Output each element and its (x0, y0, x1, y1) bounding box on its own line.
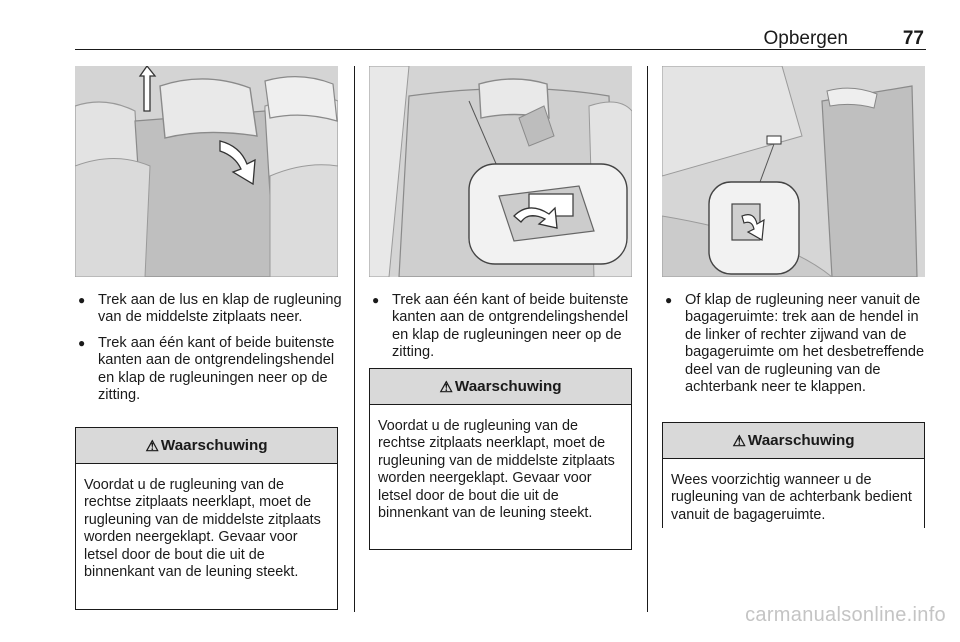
instruction-list-1 (75, 292, 345, 412)
section-title: Opbergen (763, 28, 848, 49)
watermark: carmanualsonline.info (745, 604, 946, 626)
figure-middle-backrest (75, 66, 338, 277)
warning-title: Waarschuwing (454, 378, 562, 395)
page-header (75, 26, 926, 50)
warning-header (76, 428, 337, 464)
warning-text: Voordat u de rugleuning van de rechtse zitplaats neerklapt, moet de rugleuning van de middelste zitplaats worden neergeklapt. Gevaar voor letsel door de bout die uit de binnenkant van de leuning steekt. (84, 477, 321, 581)
figure-luggage-lever (662, 66, 925, 277)
instruction-list-2 (369, 292, 637, 370)
warning-header (370, 369, 631, 405)
warning-text: Wees voorzichtig wanneer u de rugleuning van de achterbank bedient vanuit de bagageruimte. (671, 472, 912, 523)
warning-box-1 (75, 427, 338, 610)
middle-backrest-illustration (75, 66, 338, 277)
warning-title: Waarschuwing (747, 432, 855, 449)
warning-header (663, 423, 924, 459)
warning-text: Voordat u de rugleuning van de rechtse zitplaats neerklapt, moet de rugleuning van de middelste zitplaats worden neergeklapt. Gevaar voor letsel door de bout die uit de binnenkant van de leuning steekt. (378, 418, 615, 522)
luggage-lever-illustration (662, 66, 925, 277)
warning-box-3 (662, 422, 925, 528)
list-item: ● Of klap de rugleuning neer vanuit de bagageruimte: trek aan de hendel in de linker of rechter zijwand van de bagageruimte om het desbetreffende deel van de rugleuning van de achterbank neer te klappen. (662, 292, 930, 396)
warning-triangle-icon: ⚠ (732, 432, 746, 450)
column-divider (647, 66, 648, 612)
page-number: 77 (902, 28, 924, 49)
warning-triangle-icon: ⚠ (439, 378, 453, 396)
warning-box-2 (369, 368, 632, 550)
release-lever-illustration (369, 66, 632, 277)
list-item: ● Trek aan één kant of beide buitenste kanten aan de ontgrendelingshendel en klap de rugleuningen neer op de zitting. (369, 292, 637, 362)
warning-triangle-icon: ⚠ (145, 437, 159, 455)
list-item: ● Trek aan één kant of beide buitenste kanten aan de ontgrendelingshendel en klap de rugleuningen neer op de zitting. (75, 335, 345, 405)
list-item: ● Trek aan de lus en klap de rugleuning van de middelste zitplaats neer. (75, 292, 345, 327)
instruction-list-3 (662, 292, 930, 404)
column-divider (354, 66, 355, 612)
warning-title: Waarschuwing (160, 437, 268, 454)
figure-release-lever (369, 66, 632, 277)
